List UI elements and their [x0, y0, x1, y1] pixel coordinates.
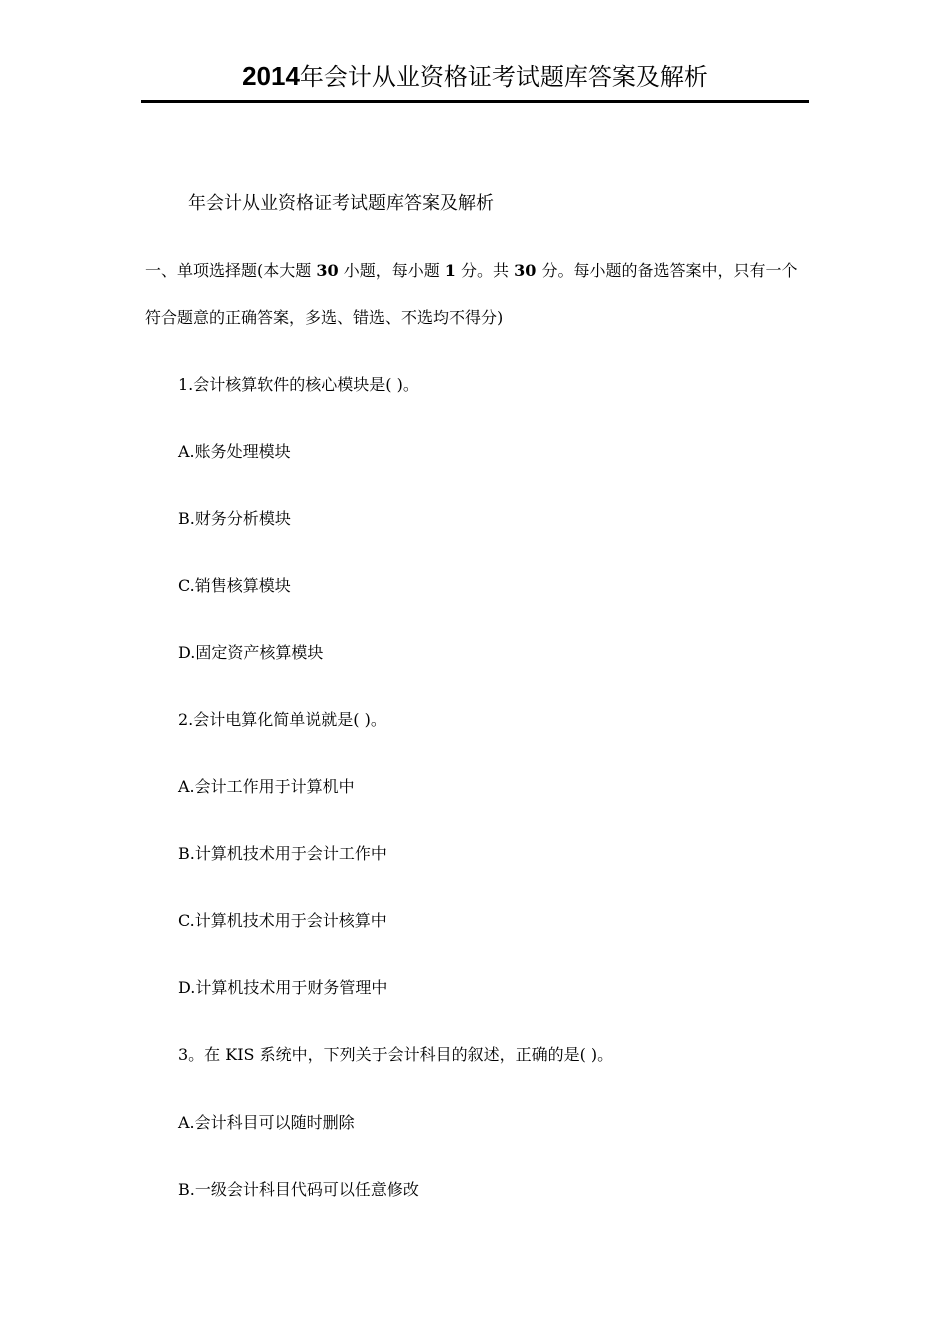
question-1-stem: 1.会计核算软件的核心模块是( )。 [178, 375, 419, 394]
question-2-option-d: D.计算机技术用于财务管理中 [178, 978, 388, 997]
section-text-b: 小题，每小题 [338, 261, 445, 280]
section-instructions-line-1 [145, 260, 797, 282]
document-title: 年会计从业资格证考试题库答案及解析 [188, 193, 494, 214]
section-instructions-line-2: 符合题意的正确答案，多选、错选、不选均不得分) [145, 308, 504, 327]
question-1-option-d: D.固定资产核算模块 [178, 643, 324, 662]
section-text-a: 一、单项选择题(本大题 [145, 261, 317, 280]
question-1-option-a: A.账务处理模块 [178, 442, 291, 461]
question-1-option-c: C.销售核算模块 [178, 576, 291, 595]
header-title: 年会计从业资格证考试题库答案及解析 [299, 63, 708, 91]
question-2-option-b: B.计算机技术用于会计工作中 [178, 844, 387, 863]
question-3-option-b: B.一级会计科目代码可以任意修改 [178, 1180, 419, 1199]
question-count: 30 [316, 261, 339, 280]
header-year: 2014 [242, 61, 300, 91]
score-each: 1 [444, 261, 456, 280]
question-2-stem: 2.会计电算化简单说就是( )。 [178, 710, 387, 729]
page-header [141, 58, 809, 95]
total-score: 30 [514, 261, 537, 280]
question-1-option-b: B.财务分析模块 [178, 509, 291, 528]
section-text-c: 分。共 [455, 261, 515, 280]
section-text-d: 分。每小题的备选答案中，只有一个 [536, 261, 798, 280]
question-2-option-a: A.会计工作用于计算机中 [178, 777, 355, 796]
question-3-option-a: A.会计科目可以随时删除 [178, 1113, 355, 1132]
question-3-stem: 3。在 KIS 系统中，下列关于会计科目的叙述，正确的是( )。 [178, 1045, 614, 1064]
header-rule [141, 100, 809, 103]
question-2-option-c: C.计算机技术用于会计核算中 [178, 911, 387, 930]
